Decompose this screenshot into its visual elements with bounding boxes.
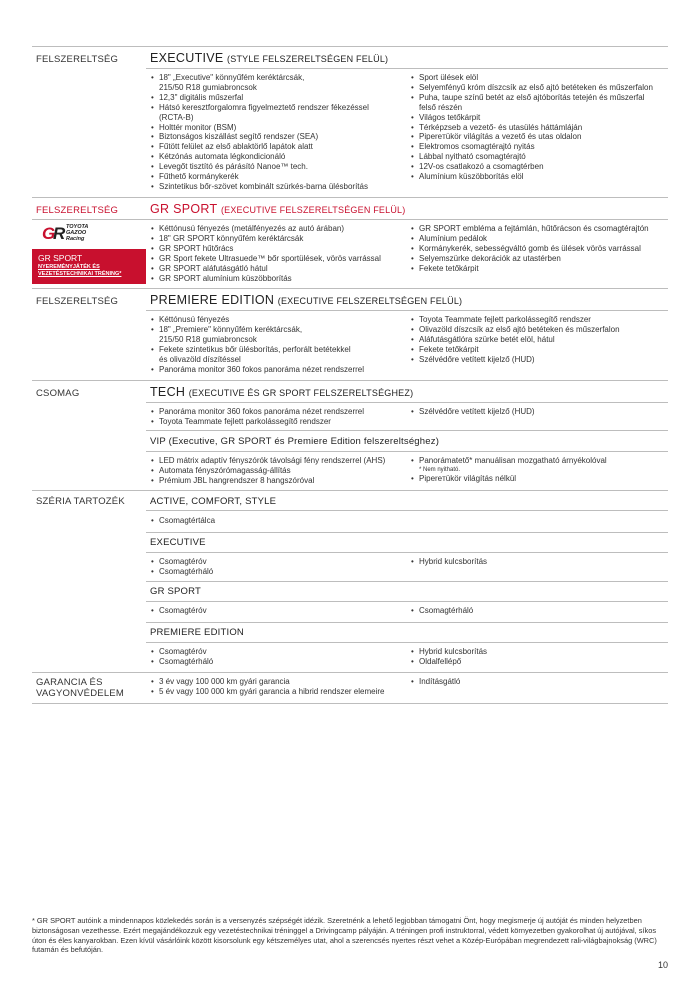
divider [32, 703, 668, 704]
list-item: • Fekete tetőkárpit [410, 264, 672, 274]
list-item: • Levegőt tisztító és párásító Nanoe™ tech. [150, 162, 412, 172]
series-executive-title: EXECUTIVE [150, 537, 206, 548]
list-item: • Selyemfényű króm díszcsík az első ajtó betéteken és műszerfalon [410, 83, 672, 93]
list-item: • Selyemszürke dekorációk az utastérben [410, 254, 672, 264]
page-number: 10 [657, 960, 668, 970]
list-item: • Fűtött felület az első ablaktörlő lapátok alatt [150, 142, 412, 152]
divider [146, 552, 668, 553]
list-item: • Szintetikus bőr-szövet kombinált szürkés-barna ülésborítás [150, 182, 412, 192]
divider [146, 430, 668, 431]
list-item: • Elektromos csomagtérajtó nyitás [410, 142, 672, 152]
tech-left-list [150, 407, 412, 427]
divider [146, 310, 668, 311]
series-premiere-right [410, 647, 672, 667]
series-executive-right [410, 557, 672, 567]
section-label: FELSZERELTSÉG [36, 205, 119, 216]
list-item: • Indításgátló [410, 677, 672, 687]
list-item: • Szélvédőre vetített kijelző (HUD) [410, 355, 672, 365]
divider [32, 672, 668, 673]
divider [146, 402, 668, 403]
list-item: • Holttér monitor (BSM) [150, 123, 412, 133]
list-item: • Fekete szintetikus bőr ülésborítás, perforált betétekkel és olivazöld díszítéssel [150, 345, 412, 365]
list-item: • Világos tetőkárpit [410, 113, 672, 123]
list-item: • 3 év vagy 100 000 km gyári garancia [150, 677, 412, 687]
divider [32, 46, 668, 47]
series-premiere-title: PREMIERE EDITION [150, 627, 244, 638]
section-title-grsport: GR SPORT (EXECUTIVE FELSZERELTSÉGEN FELÜL) [150, 202, 406, 216]
divider [32, 288, 668, 289]
list-item: • Automata fényszórómagasság-állítás [150, 466, 412, 476]
list-item: • Csomagtérháló [410, 606, 672, 616]
list-item: • 18" GR SPORT könnyűfém keréktárcsák [150, 234, 412, 244]
divider [32, 380, 668, 381]
list-item: • GR SPORT aláfutásgátló hátul [150, 264, 412, 274]
list-item: • Toyota Teammate fejlett parkolássegítő rendszer [410, 315, 672, 325]
list-item: • Csomagtértálca [150, 516, 412, 526]
list-item: • Csomagtéróv [150, 606, 412, 616]
list-item: • Fűthető kormánykerék [150, 172, 412, 182]
premiere-left-list [150, 315, 412, 374]
executive-right-list [410, 73, 672, 182]
series-executive-left [150, 557, 412, 577]
grsport-left-list [150, 224, 412, 283]
premiere-right-list [410, 315, 672, 365]
list-item: • GR SPORT alumínium küszöbborítás [150, 274, 412, 284]
divider [32, 490, 668, 491]
section-title-tech: TECH (EXECUTIVE ÉS GR SPORT FELSZERELTSÉGHEZ) [150, 385, 414, 399]
executive-left-list [150, 73, 412, 192]
divider [146, 622, 668, 623]
promo-title: GR SPORT [38, 253, 83, 263]
list-item: • LED mátrix adaptív fényszórók távolsági fény rendszerrel (AHS) [150, 456, 412, 466]
section-title-series: ACTIVE, COMFORT, STYLE [150, 496, 277, 507]
list-item: • Aláfutásgátlóra szürke betét elöl, hátul [410, 335, 672, 345]
divider [146, 451, 668, 452]
list-item: • Alumínium pedálok [410, 234, 672, 244]
list-item: • Alumínium küszöbborítás elöl [410, 172, 672, 182]
promo-link[interactable]: NYEREMÉNYJÁTÉK ÉS VEZETÉSTECHNIKAI TRÉNING* [38, 264, 122, 277]
list-item: • 18" „Executive" könnyűfém keréktárcsák, 215/50 R18 gumiabroncsok [150, 73, 412, 93]
divider [146, 642, 668, 643]
list-item: • Biztonságos kiszállást segítő rendszer (SEA) [150, 132, 412, 142]
list-item: • 5 év vagy 100 000 km gyári garancia a hibrid rendszer elemeire [150, 687, 412, 697]
gr-sport-promo-box [32, 249, 146, 284]
list-item: • Hybrid kulcsborítás [410, 557, 672, 567]
list-item: • Olivazöld díszcsík az első ajtó betéteken és műszerfalon [410, 325, 672, 335]
divider [146, 68, 668, 69]
svg-text:G: G [42, 224, 56, 243]
list-item: • 12,3" digitális műszerfal [150, 93, 412, 103]
series-list [150, 516, 412, 526]
section-title-executive: EXECUTIVE (STYLE FELSZERELTSÉGEN FELÜL) [150, 51, 389, 65]
divider [146, 601, 668, 602]
list-item: • Csomagtéróv [150, 647, 412, 657]
list-item: • Kétzónás automata légkondicionáló [150, 152, 412, 162]
list-item: • Puha, taupe színű betét az első ajtóborítás tetején és műszerfal felső részén [410, 93, 672, 113]
section-label: SZÉRIA TARTOZÉK [36, 496, 125, 507]
section-label: FELSZERELTSÉG [36, 296, 119, 307]
list-item: • Csomagtéróv [150, 557, 412, 567]
svg-text:R: R [53, 224, 66, 243]
series-premiere-left [150, 647, 412, 667]
divider [146, 510, 668, 511]
list-item: • Lábbal nyitható csomagtérajtó [410, 152, 672, 162]
list-item: • Toyota Teammate fejlett parkolássegítő rendszer [150, 417, 412, 427]
list-item: • GR Sport fekete Ultrasuede™ bőr sportülések, vörös varrással [150, 254, 412, 264]
list-item: • Prémium JBL hangrendszer 8 hangszóróval [150, 476, 412, 486]
list-item: • Csomagtérháló [150, 657, 412, 667]
tech-right-list [410, 407, 672, 417]
list-item: • Fekete tetőkárpit [410, 345, 672, 355]
list-item: • 18" „Premiere" könnyűfém keréktárcsák, 215/50 R18 gumiabroncsok [150, 325, 412, 345]
vip-left-list [150, 456, 412, 486]
vip-right-list [410, 456, 672, 484]
list-item: • Szélvédőre vetített kijelző (HUD) [410, 407, 672, 417]
logo-text: TOYOTA GAZOO Racing [66, 224, 89, 242]
list-item: • Panoráma monitor 360 fokos panoráma nézet rendszerrel [150, 365, 412, 375]
section-label: FELSZERELTSÉG [36, 54, 119, 65]
series-grsport-right [410, 606, 672, 616]
warranty-left-list [150, 677, 412, 697]
warranty-right-list [410, 677, 672, 687]
list-item: • Kormánykerék, sebességváltó gomb és ülések vörös varrással [410, 244, 672, 254]
list-item: • Hátsó keresztforgalomra figyelmeztető rendszer fékezéssel (RCTA-B) [150, 103, 412, 123]
list-item: • Oldalfellépő [410, 657, 672, 667]
list-item: • Panoráma monitor 360 fokos panoráma nézet rendszerrel [150, 407, 412, 417]
section-title-vip: VIP (Executive, GR SPORT és Premiere Edition felszereltséghez) [150, 436, 440, 447]
list-item: • Pipereтükör világítás nélkül [410, 474, 672, 484]
section-label-warranty: GARANCIA ÉS VAGYONVÉDELEM [36, 677, 124, 699]
list-item: • Sport ülések elöl [410, 73, 672, 83]
list-item: • GR SPORT hűtőrács [150, 244, 412, 254]
grsport-right-list [410, 224, 672, 274]
list-item: • Kéttónusú fényezés [150, 315, 412, 325]
series-grsport-left [150, 606, 412, 616]
list-item: • Panorámatető* manuálisan mozgatható árnyékolóval * Nem nyitható. [410, 456, 672, 474]
list-item: • GR SPORT embléma a fejtámlán, hűtőrácson és csomagtérajtón [410, 224, 672, 234]
divider [146, 532, 668, 533]
series-grsport-title: GR SPORT [150, 586, 202, 597]
list-item: • Hybrid kulcsborítás [410, 647, 672, 657]
divider [32, 219, 668, 220]
list-item: • Csomagtérháló [150, 567, 412, 577]
divider [32, 197, 668, 198]
list-item: • 12V-os csatlakozó a csomagtérben [410, 162, 672, 172]
section-label: CSOMAG [36, 388, 80, 399]
list-item: • Pipereтükör világítás a vezető és utas oldalon [410, 132, 672, 142]
section-title-premiere: PREMIERE EDITION (EXECUTIVE FELSZERELTSÉGEN FELÜL) [150, 293, 463, 307]
list-item: • Térképzseb a vezető- és utasülés háttámláján [410, 123, 672, 133]
footnote: * GR SPORT autóink a mindennapos közlekedés során is a versenyzés szépségét idézik. Szeretnénk a lehető legjobban támogatni Önt, hogy megismerje új autóját és minden helyzetben biztonságosan vezethesse. Ezért megajándékozzuk egy vezetéstechnikai tréninggel a Drivingcamp pályáján. A tréningen profi instruktorral, védett környezetben gyakorolhat új autójával, síkos úton és éles kanyarokban. Ezen kívül vásárlóink között kisorsolunk egy kétszemélyes utat, ahol a szerencsés nyertes részt vehet a Közép-Európában megrendezett rali-világbajnokság (WRC) futamán és befutóján. [32, 916, 657, 955]
divider [146, 581, 668, 582]
list-item: • Kéttónusú fényezés (metálfényezés az autó árában) [150, 224, 412, 234]
